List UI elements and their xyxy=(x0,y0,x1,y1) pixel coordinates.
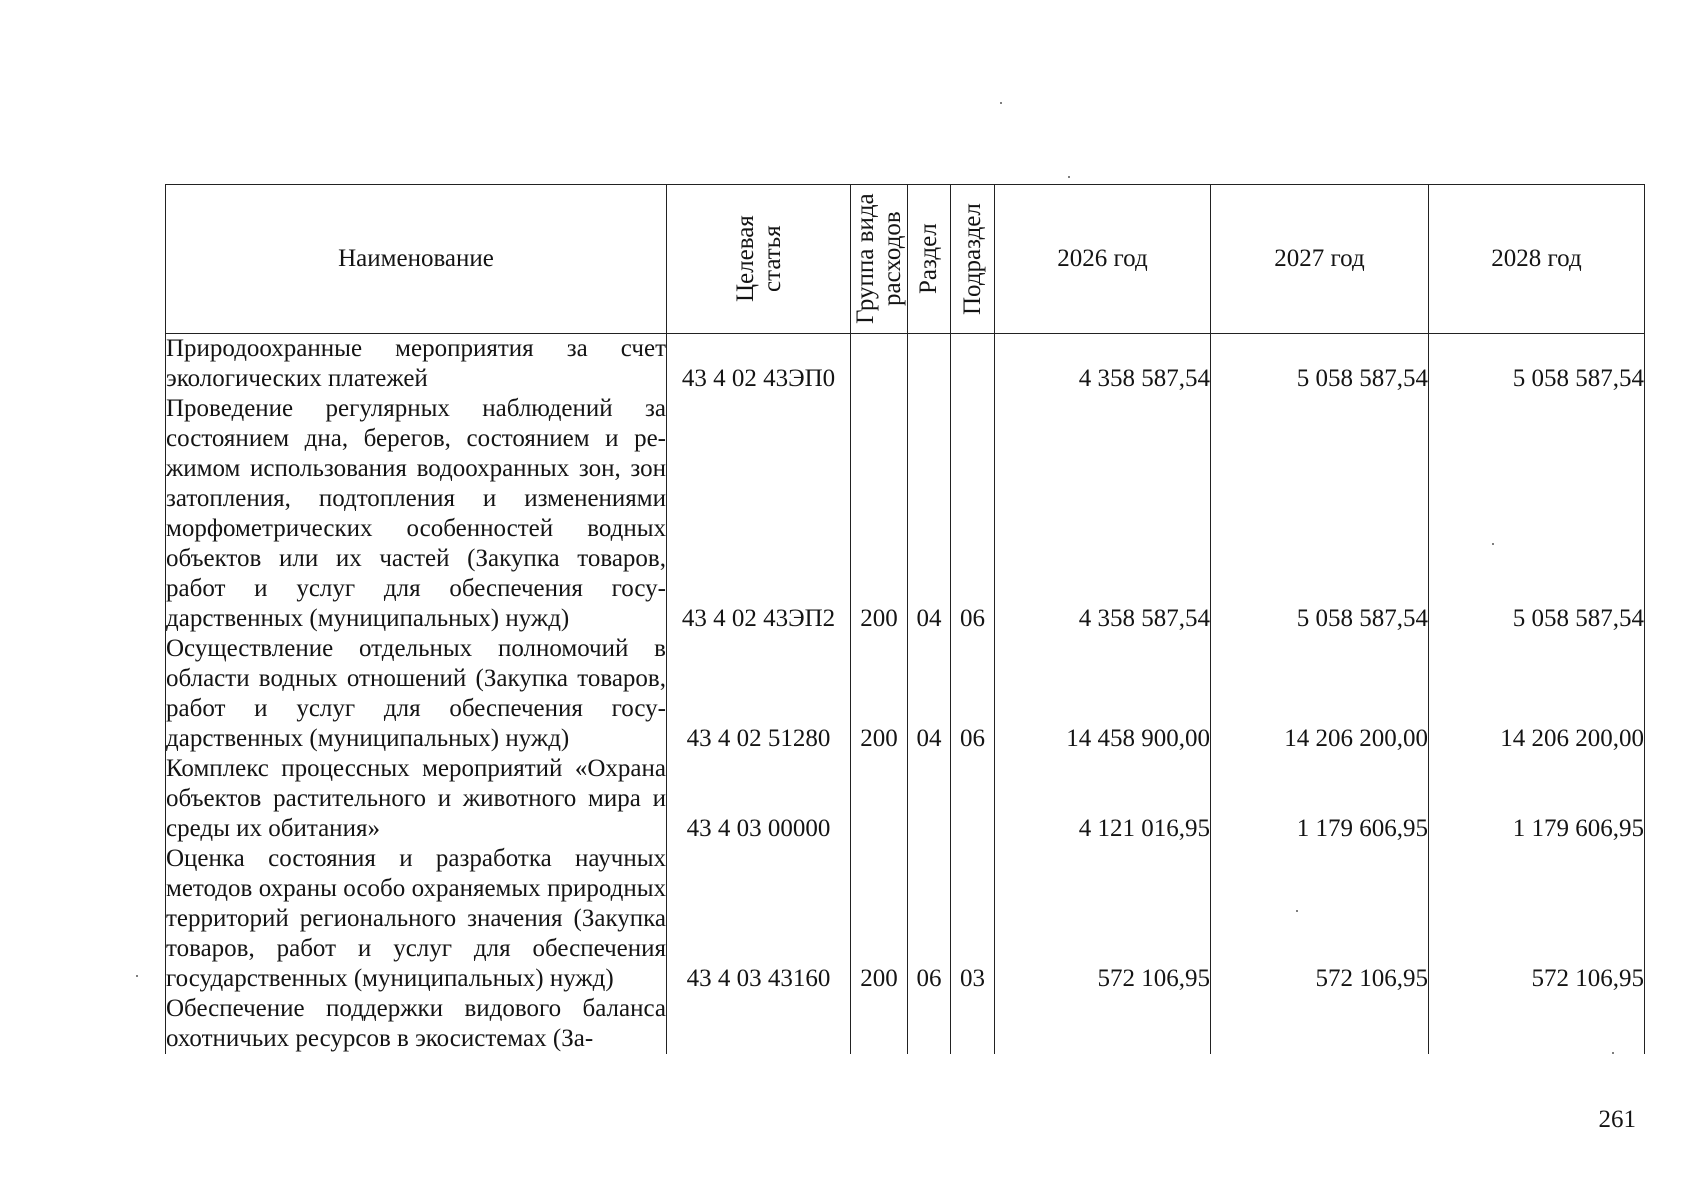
row-section xyxy=(908,994,951,1054)
row-subsection: 03 xyxy=(951,844,995,994)
row-expense-group xyxy=(851,754,908,844)
row-amount-2028: 5 058 587,54 xyxy=(1429,334,1645,395)
row-section: 04 xyxy=(908,634,951,754)
header-subsection: Подраздел xyxy=(951,185,995,334)
row-amount-2026: 14 458 900,00 xyxy=(995,634,1211,754)
row-subsection xyxy=(951,334,995,395)
row-target-article: 43 4 03 43160 xyxy=(667,844,851,994)
row-target-article xyxy=(667,994,851,1054)
header-expense-group: Группа вида расходов xyxy=(851,185,908,334)
page-number: 261 xyxy=(1598,1106,1636,1133)
header-target-article: Целевая статья xyxy=(667,185,851,334)
scan-speck xyxy=(1000,102,1002,104)
header-year-2027: 2027 год xyxy=(1211,185,1429,334)
row-amount-2027: 5 058 587,54 xyxy=(1211,334,1429,395)
row-subsection xyxy=(951,754,995,844)
row-subsection: 06 xyxy=(951,394,995,634)
row-name: Обеспечение поддержки видового баланса охотничьих ресурсов в экосистемах (За- xyxy=(166,995,666,1052)
table-row xyxy=(166,754,1645,844)
row-subsection xyxy=(951,994,995,1054)
row-name: Оценка состояния и разработка научных методов охраны особо охраняемых природных территорий регионального значения (Закупка товаров, работ и услуг для обеспечения государственных (муниципальных) нужд) xyxy=(166,845,666,992)
table-row xyxy=(166,994,1645,1054)
row-section xyxy=(908,334,951,395)
row-expense-group: 200 xyxy=(851,844,908,994)
row-amount-2028: 1 179 606,95 xyxy=(1429,754,1645,844)
row-expense-group xyxy=(851,994,908,1054)
header-year-2026: 2026 год xyxy=(995,185,1211,334)
row-amount-2027: 572 106,95 xyxy=(1211,844,1429,994)
row-amount-2026: 4 121 016,95 xyxy=(995,754,1211,844)
table-row xyxy=(166,394,1645,634)
row-section: 06 xyxy=(908,844,951,994)
row-section xyxy=(908,754,951,844)
row-amount-2026: 572 106,95 xyxy=(995,844,1211,994)
row-amount-2027: 1 179 606,95 xyxy=(1211,754,1429,844)
row-amount-2027: 5 058 587,54 xyxy=(1211,394,1429,634)
row-amount-2026 xyxy=(995,994,1211,1054)
header-year-2028: 2028 год xyxy=(1429,185,1645,334)
row-name: Проведение регулярных наблюдений за состоянием дна, берегов, состоянием и режимом использования водоохранных зон, зон затопления, подтопления и изменениями морфометрических особенностей водных объектов или их частей (Закупка товаров, работ и услуг для обеспечения государственных (муниципальных) нужд) xyxy=(166,395,666,632)
row-target-article: 43 4 03 00000 xyxy=(667,754,851,844)
row-expense-group: 200 xyxy=(851,634,908,754)
scan-speck xyxy=(1296,910,1298,912)
row-expense-group: 200 xyxy=(851,394,908,634)
row-amount-2027 xyxy=(1211,994,1429,1054)
table-row xyxy=(166,334,1645,395)
row-amount-2027: 14 206 200,00 xyxy=(1211,634,1429,754)
row-target-article: 43 4 02 51280 xyxy=(667,634,851,754)
row-amount-2026: 4 358 587,54 xyxy=(995,394,1211,634)
scan-speck xyxy=(1068,176,1070,178)
budget-table xyxy=(165,184,1645,1054)
row-amount-2028: 572 106,95 xyxy=(1429,844,1645,994)
scan-speck xyxy=(136,975,138,977)
row-target-article: 43 4 02 43ЭП0 xyxy=(667,334,851,395)
row-subsection: 06 xyxy=(951,634,995,754)
scan-speck xyxy=(1492,543,1494,545)
table-header-row xyxy=(166,185,1645,334)
row-amount-2028 xyxy=(1429,994,1645,1054)
header-section: Раздел xyxy=(908,185,951,334)
table-row xyxy=(166,844,1645,994)
row-name: Комплекс процессных мероприятий «Охрана объектов растительного и животного мира и среды их обитания» xyxy=(166,755,666,842)
row-section: 04 xyxy=(908,394,951,634)
table-row xyxy=(166,634,1645,754)
row-amount-2028: 5 058 587,54 xyxy=(1429,394,1645,634)
row-name: Природоохранные мероприятия за счет экологических платежей xyxy=(166,335,666,392)
row-amount-2026: 4 358 587,54 xyxy=(995,334,1211,395)
scan-speck xyxy=(1612,1052,1614,1054)
row-name: Осуществление отдельных полномочий в области водных отношений (Закупка товаров, работ и услуг для обеспечения государственных (муниципальных) нужд) xyxy=(166,635,666,752)
row-amount-2028: 14 206 200,00 xyxy=(1429,634,1645,754)
row-expense-group xyxy=(851,334,908,395)
header-name: Наименование xyxy=(166,185,667,334)
row-target-article: 43 4 02 43ЭП2 xyxy=(667,394,851,634)
